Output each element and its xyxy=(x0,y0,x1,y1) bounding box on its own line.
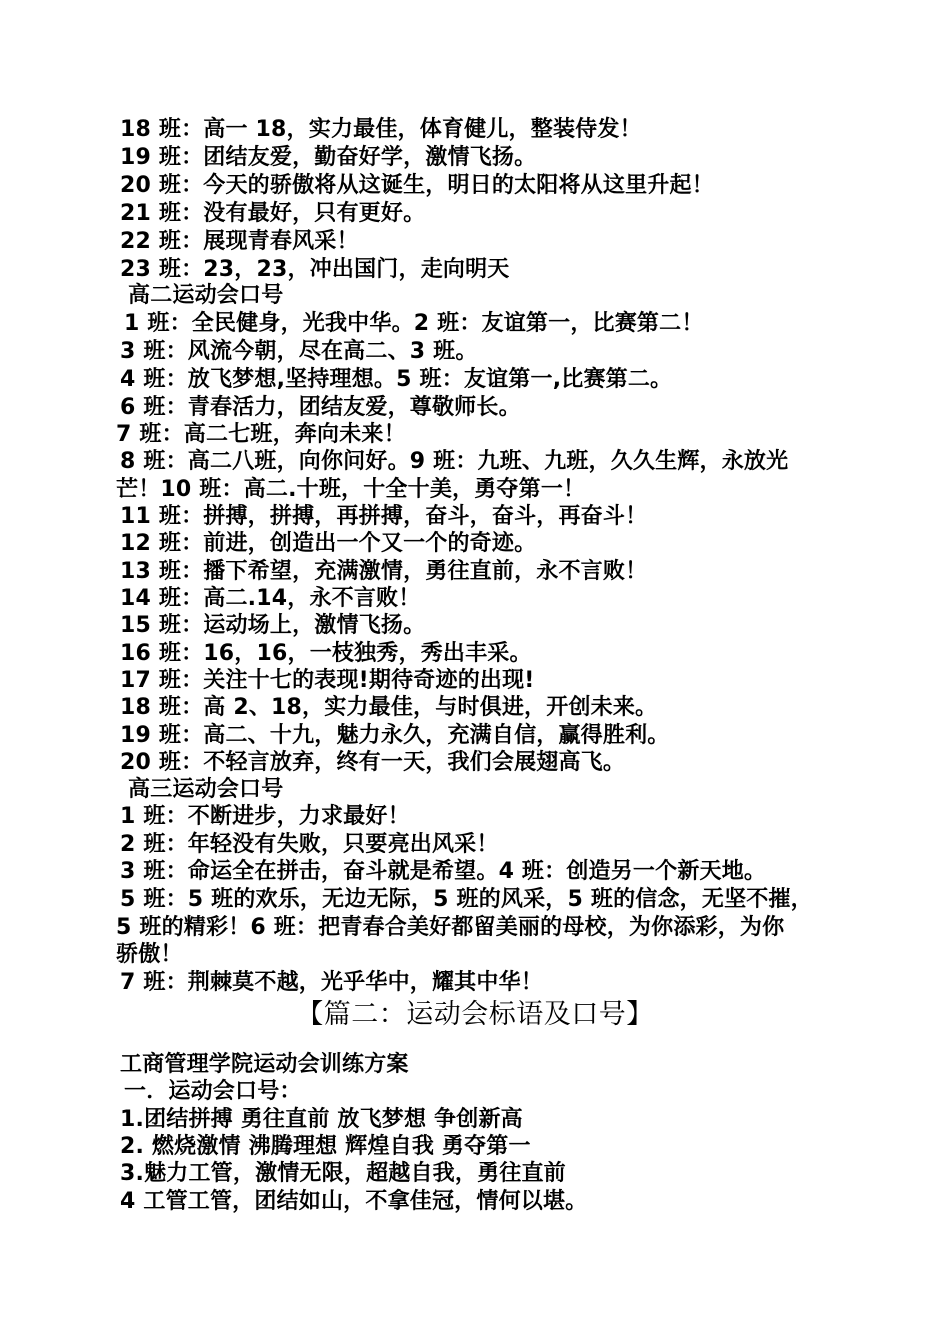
slogan-line: 19 班：高二、十九，魅力永久，充满自信，赢得胜利。 xyxy=(120,723,670,748)
slogan-line: 1 班：全民健身，光我中华。2 班：友谊第一，比赛第二！ xyxy=(124,311,704,336)
slogan-line: 14 班：高二.14，永不言败！ xyxy=(120,586,421,611)
slogan-line: 2 班：年轻没有失败，只要亮出风采！ xyxy=(120,832,499,857)
plan-title: 工商管理学院运动会训练方案 xyxy=(120,1052,409,1077)
section-title: 高三运动会口号 xyxy=(128,777,284,802)
plan-subtitle: 一．运动会口号： xyxy=(124,1079,302,1104)
slogan-line: 6 班：青春活力，团结友爱，尊敬师长。 xyxy=(120,395,521,420)
slogan-line: 3 班：命运全在拼击，奋斗就是希望。4 班：创造另一个新天地。 xyxy=(120,859,767,884)
slogan-line: 17 班：关注十七的表现!期待奇迹的出现! xyxy=(120,668,535,693)
slogan-line: 21 班：没有最好，只有更好。 xyxy=(120,201,426,226)
slogan-line: 20 班：今天的骄傲将从这诞生，明日的太阳将从这里升起！ xyxy=(120,173,714,198)
slogan-line: 5 班的精彩！6 班：把青春合美好都留美丽的母校，为你添彩，为你 xyxy=(116,915,785,940)
slogan-line: 骄傲！ xyxy=(116,942,183,967)
slogan-line: 13 班：播下希望，充满激情，勇往直前，永不言败！ xyxy=(120,559,648,584)
slogan-line: 7 班：荆棘莫不越，光乎华中，耀其中华！ xyxy=(120,970,543,995)
slogan-line: 11 班：拼搏，拼搏，再拼搏，奋斗，奋斗，再奋斗！ xyxy=(120,504,648,529)
plan-slogan: 1.团结拼搏 勇往直前 放飞梦想 争创新高 xyxy=(120,1107,523,1132)
plan-slogan: 4 工管工管，团结如山，不拿佳冠，情何以堪。 xyxy=(120,1189,588,1214)
slogan-line: 8 班：高二八班，向你问好。9 班：九班、九班，久久生辉，永放光 xyxy=(120,449,789,474)
slogan-line: 7 班：高二七班，奔向未来！ xyxy=(116,422,406,447)
plan-slogan: 2. 燃烧激情 沸腾理想 辉煌自我 勇夺第一 xyxy=(120,1134,531,1159)
plan-slogan: 3.魅力工管，激情无限，超越自我，勇往直前 xyxy=(120,1161,566,1186)
slogan-line: 3 班：风流今朝，尽在高二、3 班。 xyxy=(120,339,478,364)
slogan-line: 4 班：放飞梦想,坚持理想。5 班：友谊第一,比赛第二。 xyxy=(120,367,673,392)
slogan-line: 芒！10 班：高二.十班，十全十美，勇夺第一！ xyxy=(116,477,586,502)
slogan-line: 15 班：运动场上，激情飞扬。 xyxy=(120,613,426,638)
slogan-line: 16 班：16，16，一枝独秀，秀出丰采。 xyxy=(120,641,532,666)
slogan-line: 5 班：5 班的欢乐，无边无际，5 班的风采，5 班的信念，无坚不摧， xyxy=(120,887,813,912)
slogan-line: 20 班：不轻言放弃，终有一天，我们会展翅高飞。 xyxy=(120,750,626,775)
slogan-line: 19 班：团结友爱，勤奋好学，激情飞扬。 xyxy=(120,145,537,170)
slogan-line: 1 班：不断进步，力求最好！ xyxy=(120,804,410,829)
section-title: 高二运动会口号 xyxy=(128,283,284,308)
slogan-line: 12 班：前进，创造出一个又一个的奇迹。 xyxy=(120,531,537,556)
slogan-line: 18 班：高一 18，实力最佳，体育健儿，整装侍发！ xyxy=(120,117,642,142)
slogan-line: 18 班：高 2、18，实力最佳，与时俱进，开创未来。 xyxy=(120,695,658,720)
part-heading: 【篇二：运动会标语及口号】 xyxy=(296,999,654,1030)
slogan-line: 22 班：展现青春风采！ xyxy=(120,229,359,254)
slogan-line: 23 班：23，23，冲出国门，走向明天 xyxy=(120,257,510,282)
